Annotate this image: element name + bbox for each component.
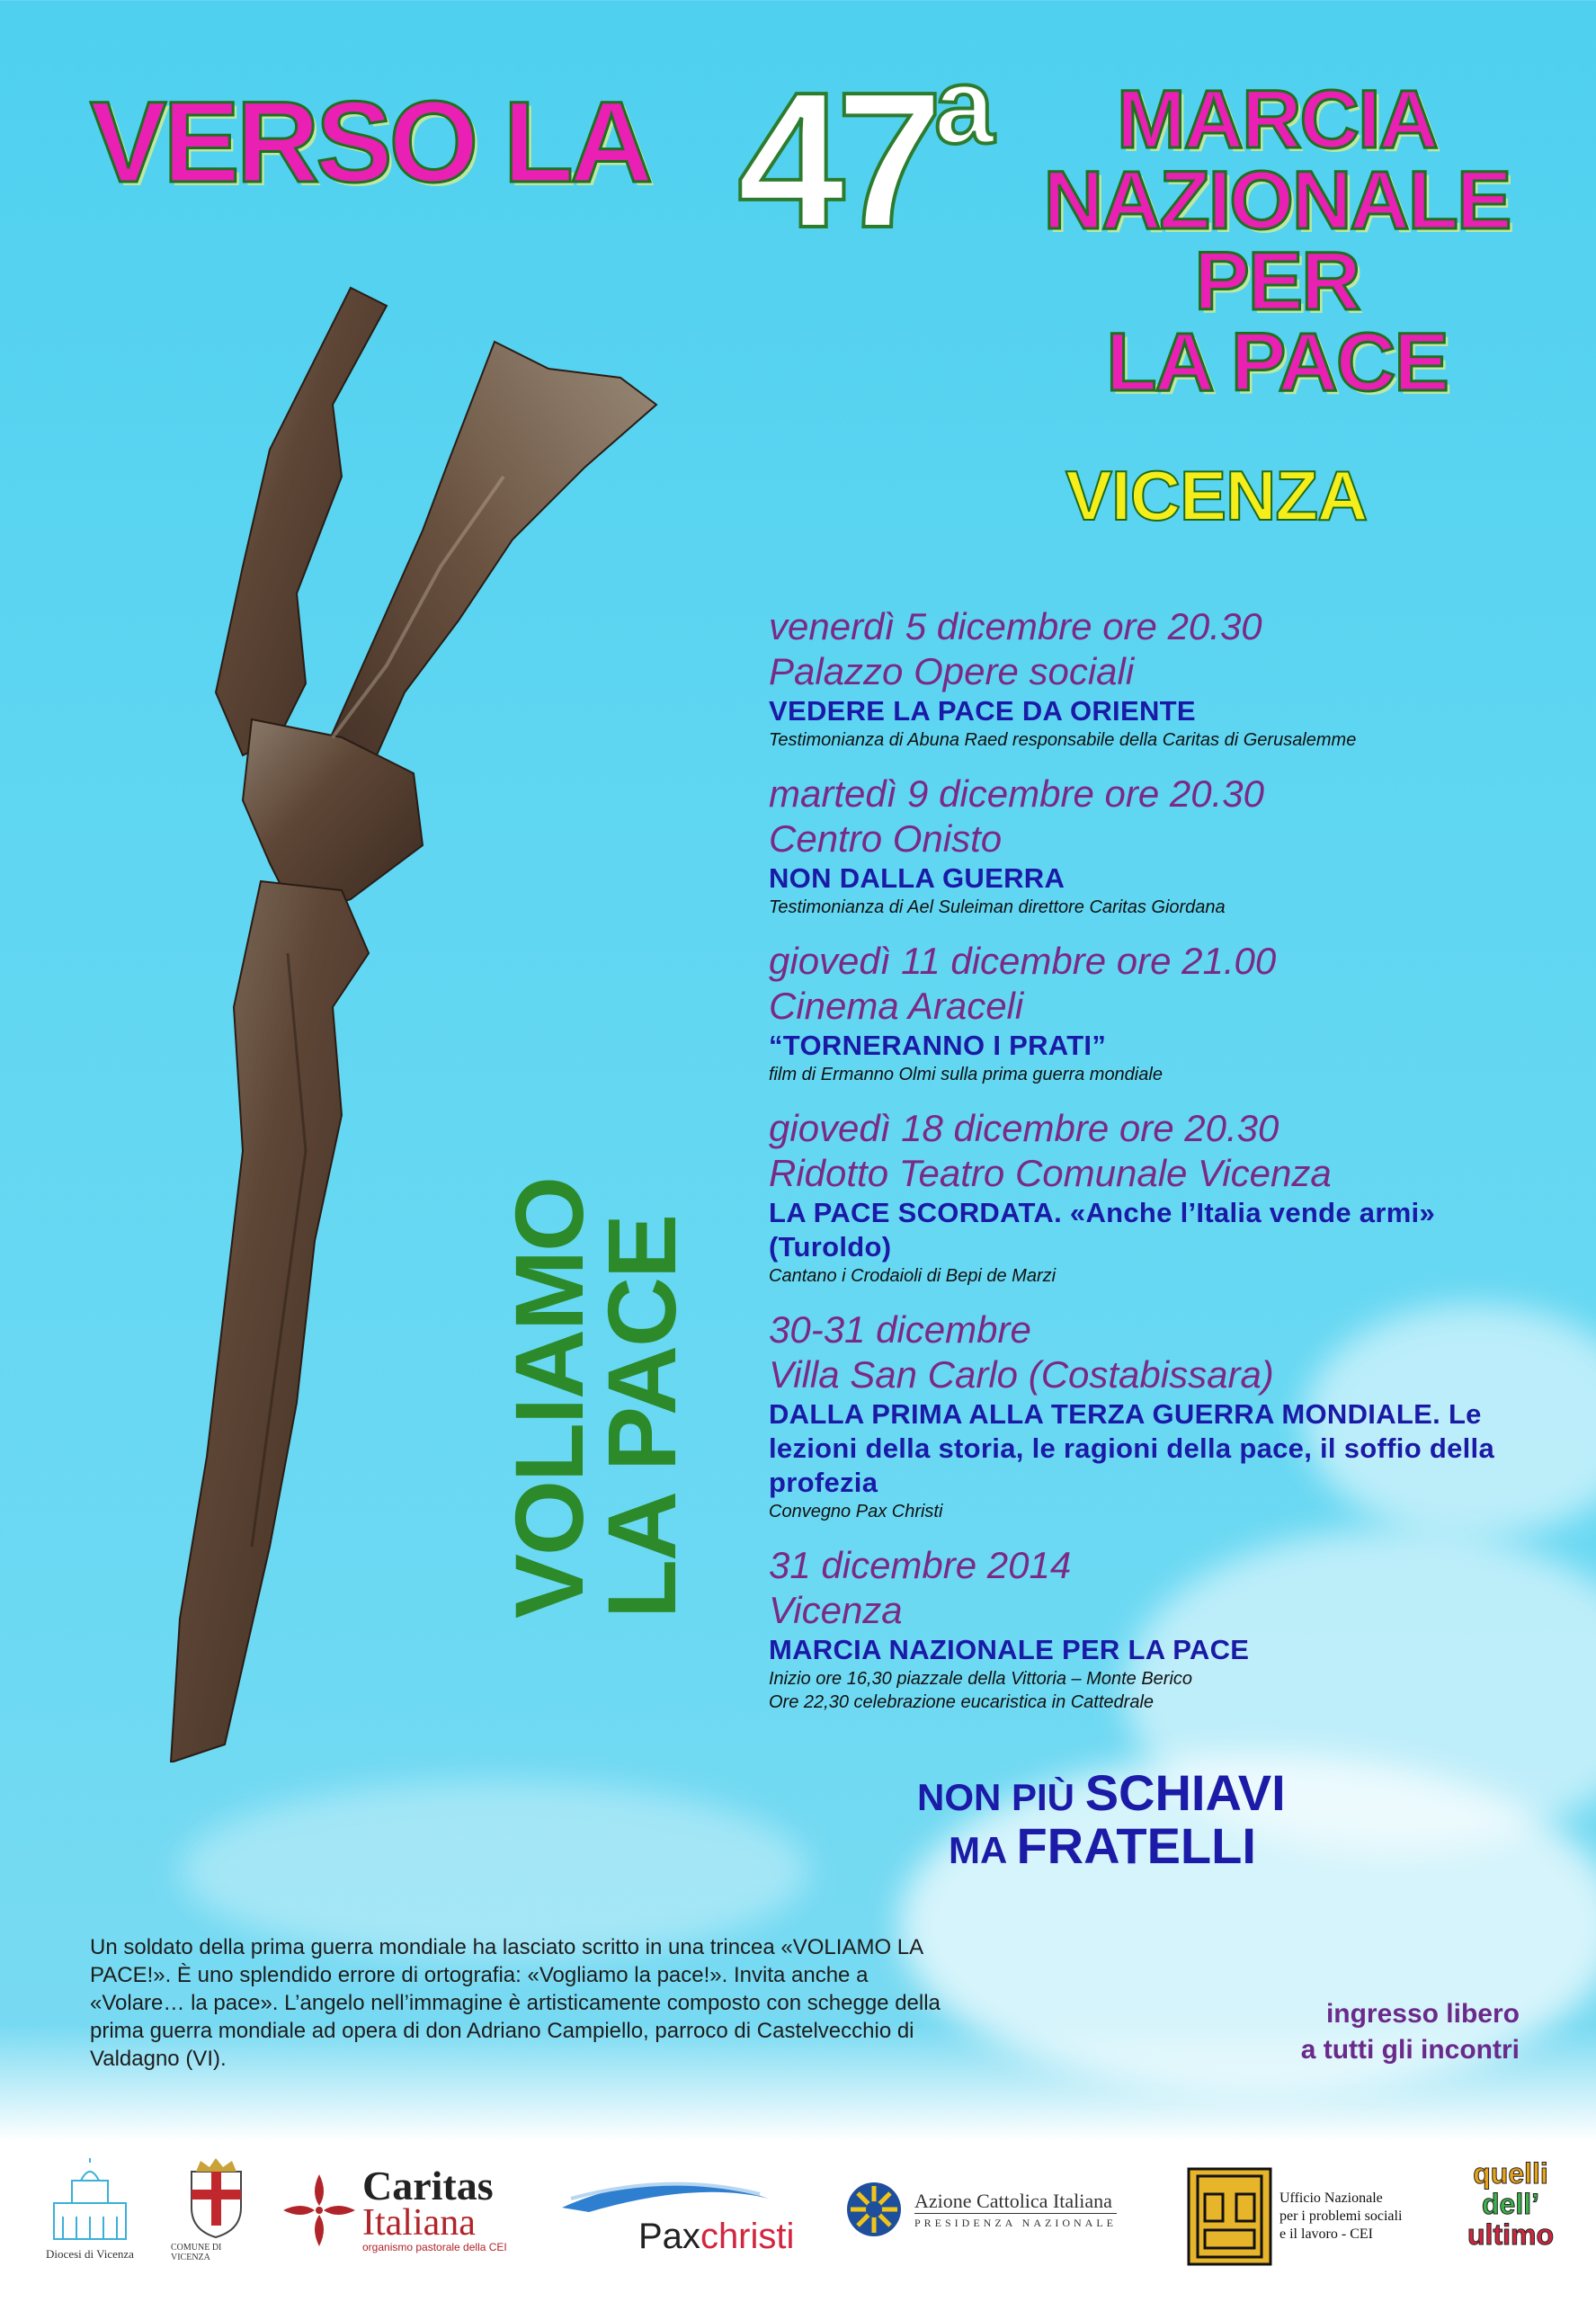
headline-marcia-line: NAZIONALE xyxy=(1043,155,1511,247)
caritas-name: Caritas xyxy=(362,2163,494,2208)
slogan-prefix: NON PIÙ xyxy=(917,1776,1085,1818)
azione-cattolica-emblem-icon xyxy=(845,2181,904,2239)
event-title: NON DALLA GUERRA xyxy=(769,862,1065,894)
event-note: Ore 22,30 celebrazione eucaristica in Cattedrale xyxy=(769,1692,1155,1712)
vertical-title-line: VOLIAMO xyxy=(495,1178,603,1619)
ufficio-text xyxy=(1279,2190,1402,2244)
azione-cattolica-subtitle: PRESIDENZA NAZIONALE xyxy=(914,2213,1117,2230)
event-date: giovedì 11 dicembre ore 21.00 xyxy=(769,940,1277,982)
diocesi-label: Diocesi di Vicenza xyxy=(46,2247,134,2261)
event-place: Centro Onisto xyxy=(769,817,1003,860)
edition-ordinal: a xyxy=(934,46,994,167)
caritas-logo xyxy=(283,2163,526,2253)
free-entry-note xyxy=(1232,1996,1520,2068)
pax-christi-logo xyxy=(553,2172,823,2262)
slogan-line xyxy=(917,1816,1286,1874)
event-place: Villa San Carlo (Costabissara) xyxy=(769,1353,1274,1396)
vertical-title xyxy=(495,1178,696,1619)
event-title: VEDERE LA PACE DA ORIENTE xyxy=(769,695,1196,727)
event-date: venerdì 5 dicembre ore 20.30 xyxy=(769,605,1262,647)
event-note: Testimonianza di Ael Suleiman direttore Caritas Giordana xyxy=(769,897,1226,917)
ufficio-line: e il lavoro - CEI xyxy=(1279,2226,1373,2242)
caption-text: Un soldato della prima guerra mondiale ha lasciato scritto in una trincea «VOLIAMO LA PACE!». È uno splendido errore di ortografia: «Vogliamo la pace!». Invita anche a «Volare… la pace». L’angelo nell’immagine è artisticamente composto con schegge della prima guerra mondiale ad opera di don Adriano Campiello, parroco di Castelvecchio di Valdagno (VI). xyxy=(90,1935,941,2071)
event-note: Convegno Pax Christi xyxy=(769,1502,943,1521)
headline-marcia xyxy=(1025,74,1529,409)
vertical-title-line: LA PACE xyxy=(586,1215,696,1619)
quelli-line: quelli xyxy=(1473,2157,1548,2190)
event-date: giovedì 18 dicembre ore 20.30 xyxy=(769,1107,1279,1149)
headline-verso: VERSO LA xyxy=(90,78,650,207)
pax-word: Pax xyxy=(638,2217,700,2256)
events-list xyxy=(769,604,1578,1734)
event-date: martedì 9 dicembre ore 20.30 xyxy=(769,772,1264,815)
event-title: MARCIA NAZIONALE PER LA PACE xyxy=(769,1634,1250,1665)
slogan-emphasis: SCHIAVI xyxy=(1084,1764,1286,1821)
headline-marcia-line: MARCIA xyxy=(1117,74,1437,165)
caritas-text xyxy=(362,2163,507,2253)
slogan xyxy=(917,1764,1286,1874)
free-entry-line: a tutti gli incontri xyxy=(1300,2035,1520,2065)
event-place: Palazzo Opere sociali xyxy=(769,650,1135,692)
quelli-line: dell’ xyxy=(1481,2188,1539,2220)
event-note: Testimonianza di Abuna Raed responsabile della Caritas di Gerusalemme xyxy=(769,730,1357,750)
event-place: Ridotto Teatro Comunale Vicenza xyxy=(769,1152,1332,1194)
event-note: Cantano i Crodaioli di Bepi de Marzi xyxy=(769,1266,1057,1286)
event-note: film di Ermanno Olmi sulla prima guerra mondiale xyxy=(769,1065,1163,1084)
event-date: 30-31 dicembre xyxy=(769,1308,1031,1351)
event-item xyxy=(769,1543,1578,1714)
caritas-cross-icon xyxy=(283,2174,355,2246)
event-item xyxy=(769,604,1578,752)
headline-marcia-line: LA PACE xyxy=(1106,317,1448,409)
event-note: Inizio ore 16,30 piazzale della Vittoria – Monte Berico xyxy=(769,1669,1193,1689)
headline-marcia-line: PER xyxy=(1194,236,1360,328)
slogan-line xyxy=(917,1764,1286,1821)
caritas-name-italiana: Italiana xyxy=(362,2202,476,2244)
caritas-subtitle: organismo pastorale della CEI xyxy=(362,2241,507,2253)
coat-of-arms-icon xyxy=(183,2158,250,2239)
azione-cattolica-name: Azione Cattolica Italiana xyxy=(914,2190,1112,2212)
cathedral-icon xyxy=(45,2158,135,2244)
quelli-dell-ultimo-logo xyxy=(1457,2158,1565,2250)
event-item xyxy=(769,1307,1578,1523)
azione-cattolica-logo xyxy=(845,2181,1160,2239)
event-place: Cinema Araceli xyxy=(769,985,1024,1027)
event-title: “TORNERANNO I PRATI” xyxy=(769,1030,1107,1061)
ufficio-line: Ufficio Nazionale xyxy=(1279,2190,1383,2206)
ufficio-line: per i problemi sociali xyxy=(1279,2208,1403,2224)
slogan-prefix: MA xyxy=(949,1828,1017,1871)
pax-christi-wordmark xyxy=(638,2217,794,2257)
event-title: DALLA PRIMA ALLA TERZA GUERRA MONDIALE. Le lezioni della storia, le ragioni della pace, il soffio della profezia xyxy=(769,1398,1494,1498)
free-entry-line: ingresso libero xyxy=(1325,1999,1520,2029)
event-item xyxy=(769,939,1578,1086)
christi-word: christi xyxy=(700,2217,795,2256)
diocesi-logo xyxy=(36,2158,144,2262)
event-place: Vicenza xyxy=(769,1589,903,1631)
quelli-line: ultimo xyxy=(1467,2218,1554,2251)
comune-logo xyxy=(171,2158,261,2262)
event-item xyxy=(769,772,1578,919)
sponsor-logos xyxy=(0,2140,1596,2302)
event-item xyxy=(769,1106,1578,1288)
event-date: 31 dicembre 2014 xyxy=(769,1544,1072,1586)
edition-number xyxy=(737,46,994,268)
ufficio-nazionale-logo xyxy=(1187,2167,1466,2266)
ufficio-emblem-icon xyxy=(1187,2167,1272,2266)
comune-label: COMUNE DI VICENZA xyxy=(171,2243,222,2262)
slogan-emphasis: FRATELLI xyxy=(1016,1816,1256,1874)
event-title: LA PACE SCORDATA. «Anche l’Italia vende armi» (Turoldo) xyxy=(769,1197,1436,1263)
city-name: VICENZA xyxy=(1065,456,1368,535)
edition-number-digits: 47 xyxy=(737,51,935,268)
azione-cattolica-text xyxy=(914,2190,1117,2230)
